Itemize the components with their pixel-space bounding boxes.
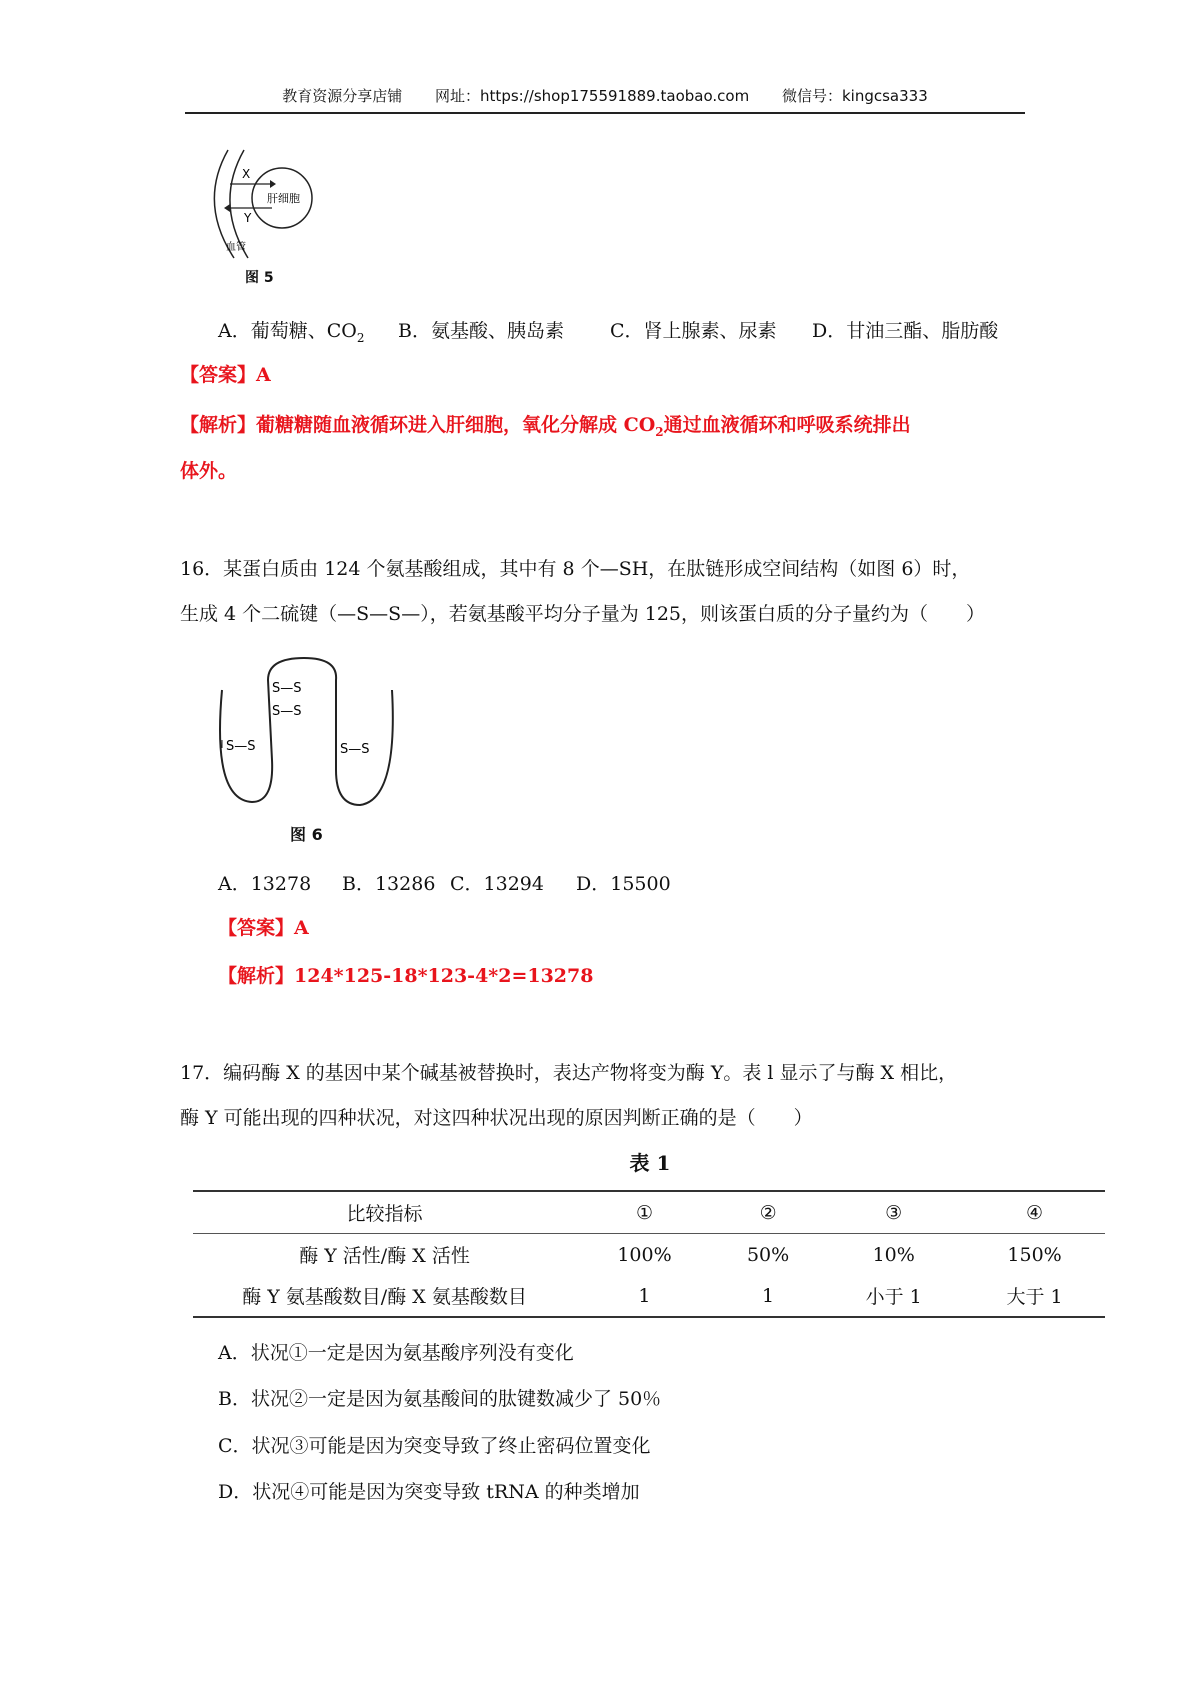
q16-option-c[interactable]: C．13294 <box>450 873 544 895</box>
fig5-cell-label: 肝细胞 <box>267 192 300 205</box>
q15-analysis-1a: 【解析】葡糖糖随血液循环进入肝细胞，氧化分解成 CO <box>180 414 656 436</box>
table-cell: 1 <box>638 1284 651 1307</box>
header-wechat: 微信号：kingcsa333 <box>781 87 928 105</box>
q17-option-a[interactable]: A．状况①一定是因为氨基酸序列没有变化 <box>218 1342 574 1364</box>
q17-option-b[interactable]: B．状况②一定是因为氨基酸间的肽键数减少了 50％ <box>218 1388 662 1410</box>
table-cell: 酶 Y 活性/酶 X 活性 <box>299 1245 470 1267</box>
table-header-cell: ④ <box>1026 1201 1044 1224</box>
q15-option-a-subscript: 2 <box>356 330 365 345</box>
fig6-bond-1: S—S <box>272 681 302 696</box>
table-1 <box>193 1190 1105 1318</box>
table-header-row <box>193 1191 1105 1234</box>
q17-option-d[interactable]: D．状况④可能是因为突变导致 tRNA 的种类增加 <box>218 1481 640 1503</box>
table-cell: 1 <box>762 1284 775 1307</box>
q17-option-c[interactable]: C．状况③可能是因为突变导致了终止密码位置变化 <box>218 1435 651 1457</box>
q17-stem-line2: 酶 Y 可能出现的四种状况，对这四种状况出现的原因判断正确的是（ ） <box>180 1107 813 1129</box>
table-header-cell: 比较指标 <box>346 1203 423 1225</box>
figure-6 <box>212 650 402 850</box>
q15-analysis-1b: 通过血液循环和呼吸系统排出 <box>663 414 911 436</box>
figure-6-diagram <box>212 650 402 815</box>
q15-option-a-text: A．葡萄糖、CO <box>218 320 357 342</box>
q15-analysis-line1 <box>180 412 911 445</box>
table-row <box>193 1234 1105 1276</box>
q15-answer: 【答案】A <box>180 364 271 386</box>
table-cell: 150% <box>1007 1243 1062 1266</box>
q15-analysis-line2: 体外。 <box>180 460 238 482</box>
q15-option-d[interactable]: D．甘油三酯、脂肪酸 <box>812 320 999 342</box>
q16-stem-line1: 16．某蛋白质由 124 个氨基酸组成，其中有 8 个—SH，在肽链形成空间结构（如图 6）时， <box>180 558 971 580</box>
header-shop: 教育资源分享店铺 <box>282 87 403 105</box>
q16-option-b[interactable]: B．13286 <box>342 873 436 895</box>
fig6-bond-2: S—S <box>272 704 302 719</box>
table-cell: 大于 1 <box>1006 1286 1063 1308</box>
table-row <box>193 1275 1105 1317</box>
table-header-cell: ① <box>635 1201 653 1224</box>
q15-option-a[interactable] <box>218 316 364 345</box>
fig6-bond-3: S—S <box>226 739 256 754</box>
q16-answer: 【答案】A <box>218 917 309 939</box>
q16-option-d[interactable]: D．15500 <box>576 873 671 895</box>
figure-6-caption: 图 6 <box>290 825 323 844</box>
q15-analysis-sub: 2 <box>655 424 664 439</box>
q15-option-c[interactable]: C．肾上腺素、尿素 <box>610 320 777 342</box>
fig5-vessel-label: 血管 <box>226 242 246 253</box>
q16-stem-line2: 生成 4 个二硫键（—S—S—），若氨基酸平均分子量为 125，则该蛋白质的分子量约为（ ） <box>180 603 986 625</box>
table-cell: 50% <box>746 1243 790 1266</box>
table-1-title: 表 1 <box>629 1151 671 1175</box>
table-cell: 小于 1 <box>865 1286 922 1308</box>
q16-analysis: 【解析】124*125-18*123-4*2=13278 <box>218 965 594 987</box>
table-cell: 酶 Y 氨基酸数目/酶 X 氨基酸数目 <box>242 1286 527 1308</box>
table-cell: 100% <box>617 1243 672 1266</box>
table-cell: 10% <box>872 1243 915 1266</box>
page-header <box>185 86 1025 114</box>
q17-stem-line1: 17．编码酶 X 的基因中某个碱基被替换时，表达产物将变为酶 Y。表 l 显示了与酶 X 相比， <box>180 1062 958 1084</box>
q15-option-b[interactable]: B．氨基酸、胰岛素 <box>398 320 564 342</box>
figure-5 <box>200 148 330 288</box>
q16-option-a[interactable]: A．13278 <box>218 873 312 895</box>
fig5-x-label: X <box>242 167 251 181</box>
table-header-cell: ③ <box>885 1201 903 1224</box>
table-header-cell: ② <box>759 1201 777 1224</box>
fig6-bond-4: S—S <box>340 742 370 757</box>
figure-5-caption: 图 5 <box>245 270 274 286</box>
fig5-y-label: Y <box>244 211 252 225</box>
header-url: 网址：https://shop175591889.taobao.com <box>435 87 750 105</box>
